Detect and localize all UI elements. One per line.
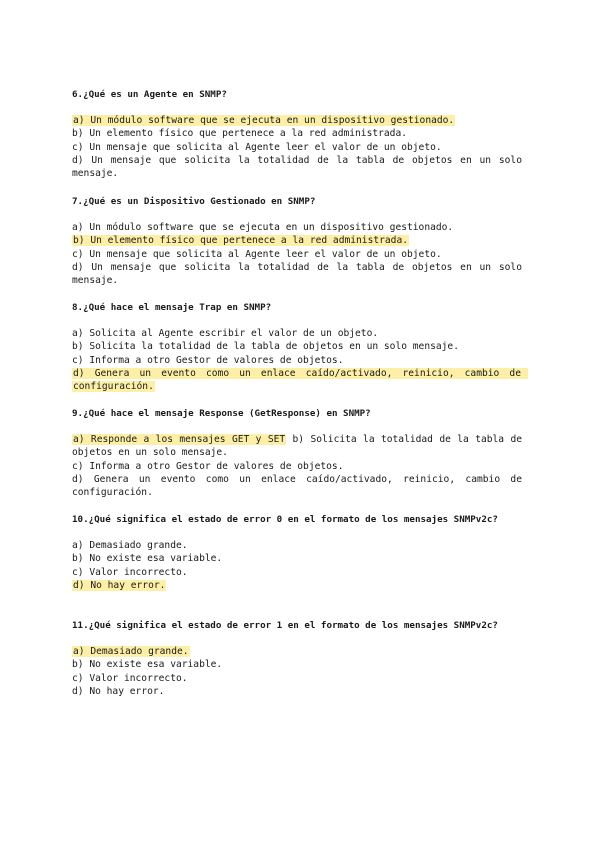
option-b: b) Un elemento físico que pertenece a la red administrada.: [72, 128, 408, 140]
question-9: [72, 407, 528, 499]
question-title: 9.¿Qué hace el mensaje Response (GetResponse) en SNMP?: [72, 408, 371, 419]
option-d: [72, 579, 522, 592]
highlighted-answer: d) Genera un evento como un enlace caído/activado, reinicio, cambio de configuración.: [73, 367, 527, 393]
option-a: a) Solicita al Agente escribir el valor de un objeto.: [72, 328, 379, 339]
question-title: 7.¿Qué es un Dispositivo Gestionado en SNMP?: [72, 196, 316, 207]
option-a: a) Demasiado grande.: [72, 540, 188, 551]
highlighted-answer: a) Responde a los mensajes GET y SET: [73, 434, 286, 445]
option-c: c) Un mensaje que solicita al Agente leer el valor de un objeto.: [72, 141, 442, 153]
question-title: 6.¿Qué es un Agente en SNMP?: [72, 89, 227, 100]
question-11: [72, 619, 522, 698]
option-b: [72, 234, 522, 247]
option-d: d) Genera un evento como un enlace caído/activado, reinicio, cambio de configuración.: [72, 473, 528, 499]
option-c: c) Informa a otro Gestor de valores de objetos.: [72, 460, 344, 472]
option-c: c) Informa a otro Gestor de valores de objetos.: [72, 354, 344, 366]
option-b: b) No existe esa variable.: [72, 659, 223, 671]
option-d: d) No hay error.: [72, 685, 165, 697]
highlighted-answer: d) No hay error.: [73, 579, 166, 591]
question-title: 11.¿Qué significa el estado de error 1 en el formato de los mensajes SNMPv2c?: [72, 620, 498, 631]
question-6: [72, 88, 528, 180]
option-c: c) Valor incorrecto.: [72, 672, 188, 684]
option-d: [72, 367, 527, 394]
option-b: b) Solicita la totalidad de la tabla de objetos en un solo mensaje.: [72, 341, 459, 353]
option-b: b) Solicita la totalidad de la tabla de objetos en un solo mensaje.: [72, 434, 528, 459]
option-c: c) Un mensaje que solicita al Agente leer el valor de un objeto.: [72, 248, 442, 260]
option-d: d) Un mensaje que solicita la totalidad de la tabla de objetos en un solo mensaje.: [72, 261, 528, 287]
option-c: c) Valor incorrecto.: [72, 566, 188, 578]
option-d: d) Un mensaje que solicita la totalidad de la tabla de objetos en un solo mensaje.: [72, 154, 528, 180]
highlighted-answer: a) Un módulo software que se ejecuta en un dispositivo gestionado.: [73, 115, 455, 126]
question-8: [72, 301, 527, 393]
question-10: [72, 513, 522, 592]
highlighted-answer: a) Demasiado grande.: [73, 646, 189, 657]
option-b: b) No existe esa variable.: [72, 553, 223, 565]
question-7: [72, 195, 528, 287]
highlighted-answer: b) Un elemento físico que pertenece a la red administrada.: [73, 235, 409, 247]
option-a-b: [72, 433, 528, 460]
option-a: a) Un módulo software que se ejecuta en un dispositivo gestionado.: [72, 222, 454, 233]
question-title: 10.¿Qué significa el estado de error 0 en el formato de los mensajes SNMPv2c?: [72, 514, 498, 525]
question-title: 8.¿Qué hace el mensaje Trap en SNMP?: [72, 302, 272, 313]
option-a: [72, 114, 522, 127]
option-a: [72, 645, 522, 658]
